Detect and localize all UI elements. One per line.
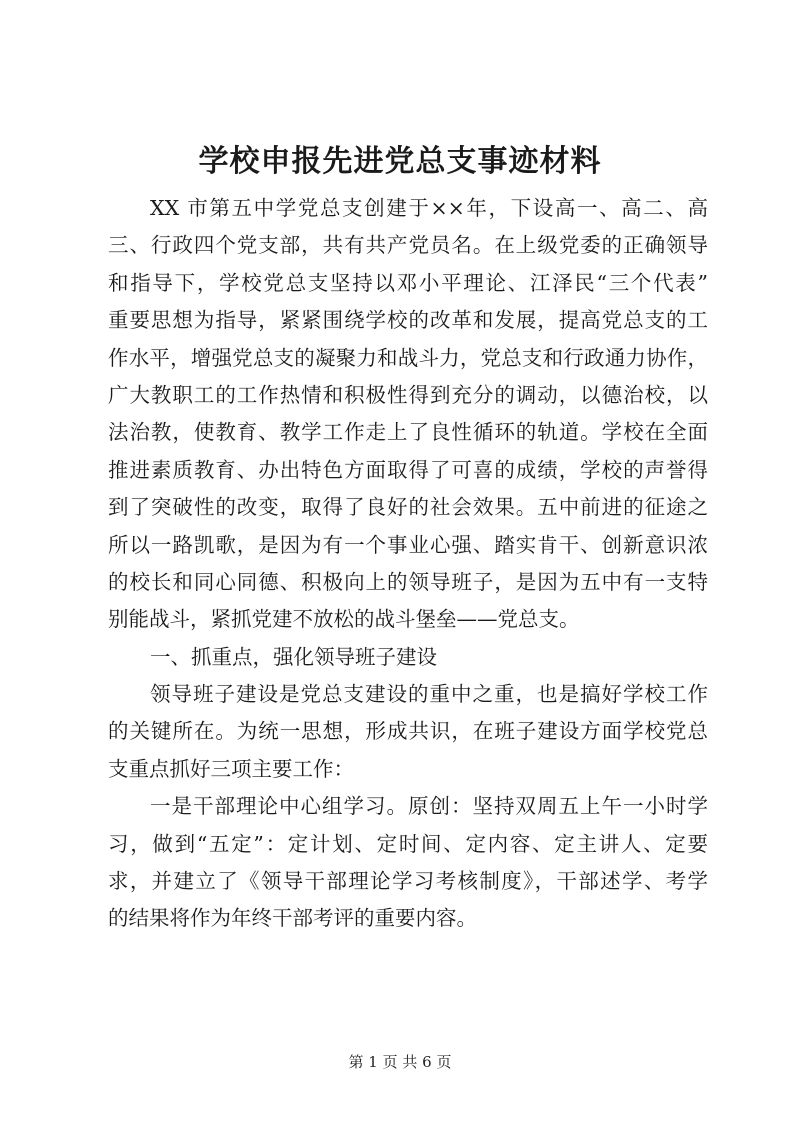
paragraph-line: 一是干部理论中心组学习。原创：坚持双周五上午一小时学 xyxy=(150,794,708,819)
paragraph-line: 推进素质教育、办出特色方面取得了可喜的成绩，学校的声誉得 xyxy=(108,457,708,482)
page-footer: 第 1 页 共 6 页 xyxy=(348,1053,452,1071)
paragraph-line: 三、行政四个党支部，共有共产党员名。在上级党委的正确领导 xyxy=(108,233,708,258)
paragraph-line: 支重点抓好三项主要工作： xyxy=(108,756,354,781)
paragraph-line: 的结果将作为年终干部考评的重要内容。 xyxy=(108,906,477,931)
paragraph-line: 和指导下，学校党总支坚持以邓小平理论、江泽民“三个代表” xyxy=(108,270,708,295)
paragraph-line: 习，做到“五定”：定计划、定时间、定内容、定主讲人、定要 xyxy=(108,831,708,856)
paragraph-line: 求，并建立了《领导干部理论学习考核制度》，干部述学、考学 xyxy=(108,869,708,894)
paragraph-line: 重要思想为指导，紧紧围绕学校的改革和发展，提高党总支的工 xyxy=(108,308,708,333)
paragraph-line: 领导班子建设是党总支建设的重中之重，也是搞好学校工作 xyxy=(150,682,708,707)
section-heading: 一、抓重点，强化领导班子建设 xyxy=(150,644,437,669)
paragraph-line: XX 市第五中学党总支创建于××年，下设高一、高二、高 xyxy=(150,196,708,220)
paragraph-line: 的校长和同心同德、积极向上的领导班子，是因为五中有一支特 xyxy=(108,569,708,594)
paragraph-line: 到了突破性的改变，取得了良好的社会效果。五中前进的征途之 xyxy=(108,495,708,520)
paragraph-line: 广大教职工的工作热情和积极性得到充分的调动，以德治校，以 xyxy=(108,382,708,407)
paragraph-line: 别能战斗，紧抓党建不放松的战斗堡垒——党总支。 xyxy=(108,607,580,632)
document-body xyxy=(108,190,708,938)
paragraph-line: 的关键所在。为统一思想，形成共识，在班子建设方面学校党总 xyxy=(108,719,708,744)
paragraph-line: 法治教，使教育、教学工作走上了良性循环的轨道。学校在全面 xyxy=(108,420,708,445)
paragraph-line: 作水平，增强党总支的凝聚力和战斗力，党总支和行政通力协作， xyxy=(108,345,708,370)
document-title: 学校申报先进党总支事迹材料 xyxy=(198,144,602,179)
paragraph-line: 所以一路凯歌，是因为有一个事业心强、踏实肯干、创新意识浓 xyxy=(108,532,708,557)
